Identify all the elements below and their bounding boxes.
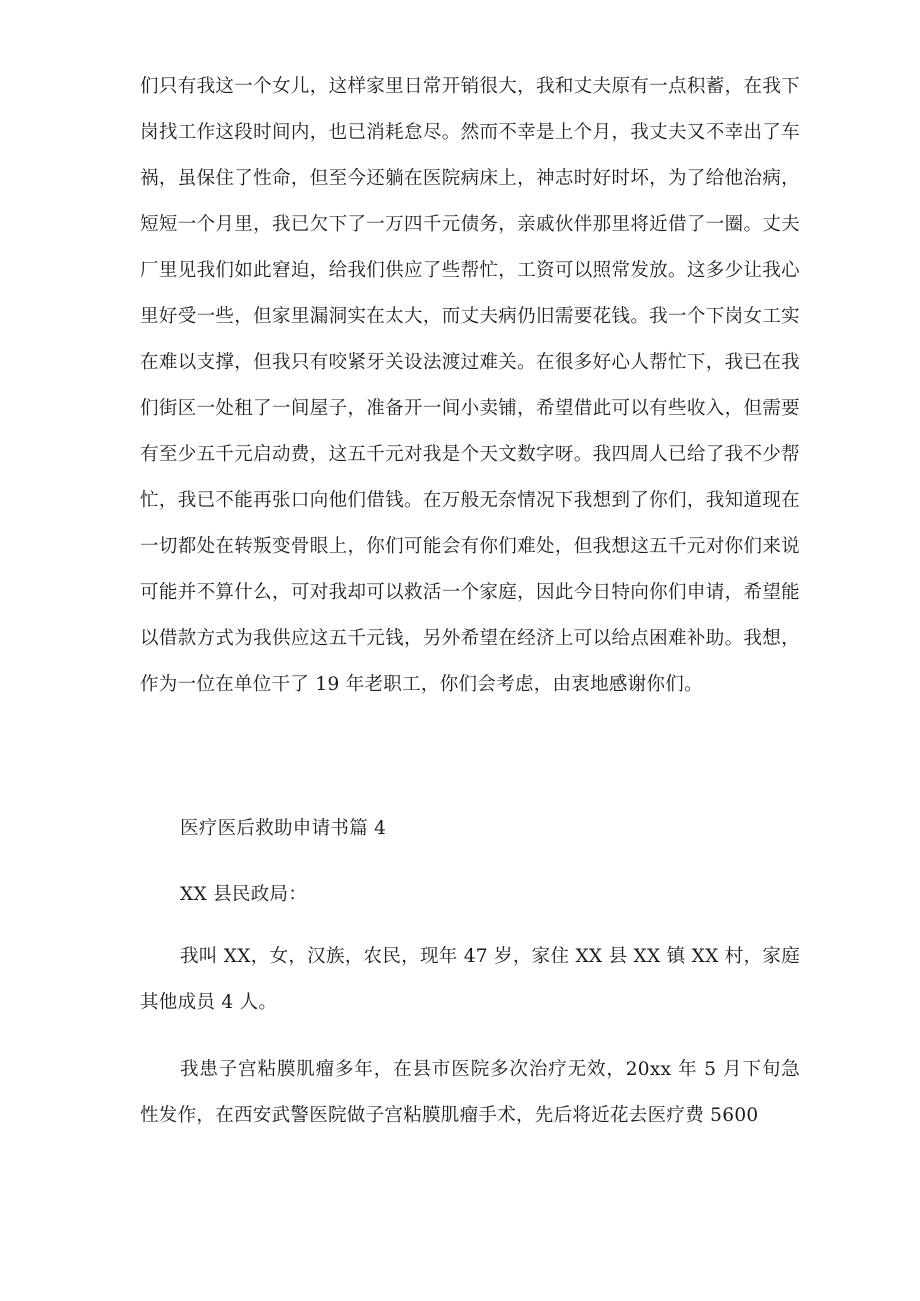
salutation: XX 县民政局：: [180, 884, 308, 905]
body-paragraph-continued: 们只有我这一个女儿，这样家里日常开销很大，我和丈夫原有一点积蓄，在我下岗找工作这段时间内，也已消耗怠尽。然而不幸是上个月，我丈夫又不幸出了车祸，虽保住了性命，但至今还躺在医院病床上，神志时好时坏，为了给他治病，短短一个月里，我已欠下了一万四千元债务，亲戚伙伴那里将近借了一圈。丈夫厂里见我们如此窘迫，给我们供应了些帮忙，工资可以照常发放。这多少让我心里好受一些，但家里漏洞实在太大，而丈夫病仍旧需要花钱。我一个下岗女工实在难以支撑，但我只有咬紧牙关设法渡过难关。在很多好心人帮忙下，我已在我们街区一处租了一间屋子，准备开一间小卖铺，希望借此可以有些收入，但需要有至少五千元启动费，这五千元对我是个天文数字呀。我四周人已给了我不少帮忙，我已不能再张口向他们借钱。在万般无奈情况下我想到了你们，我知道现在一切都处在转叛变骨眼上，你们可能会有你们难处，但我想这五千元对你们来说可能并不算什么，可对我却可以救活一个家庭，因此今日特向你们申请，希望能以借款方式为我供应这五千元钱，另外希望在经济上可以给点困难补助。我想，作为一位在单位干了 19 年老职工，你们会考虑，由衷地感谢你们。: [140, 76, 800, 695]
body-paragraph-intro: 我叫 XX，女，汉族，农民，现年 47 岁，家住 XX 县 XX 镇 XX 村，家庭其他成员 4 人。: [140, 946, 800, 1013]
body-paragraph-illness: 我患子宫粘膜肌瘤多年，在县市医院多次治疗无效，20xx 年 5 月下旬急性发作，在西安武警医院做子宫粘膜肌瘤手术，先后将近花去医疗费 5600: [140, 1059, 800, 1126]
section-heading: 医疗医后救助申请书篇 4: [180, 818, 387, 839]
